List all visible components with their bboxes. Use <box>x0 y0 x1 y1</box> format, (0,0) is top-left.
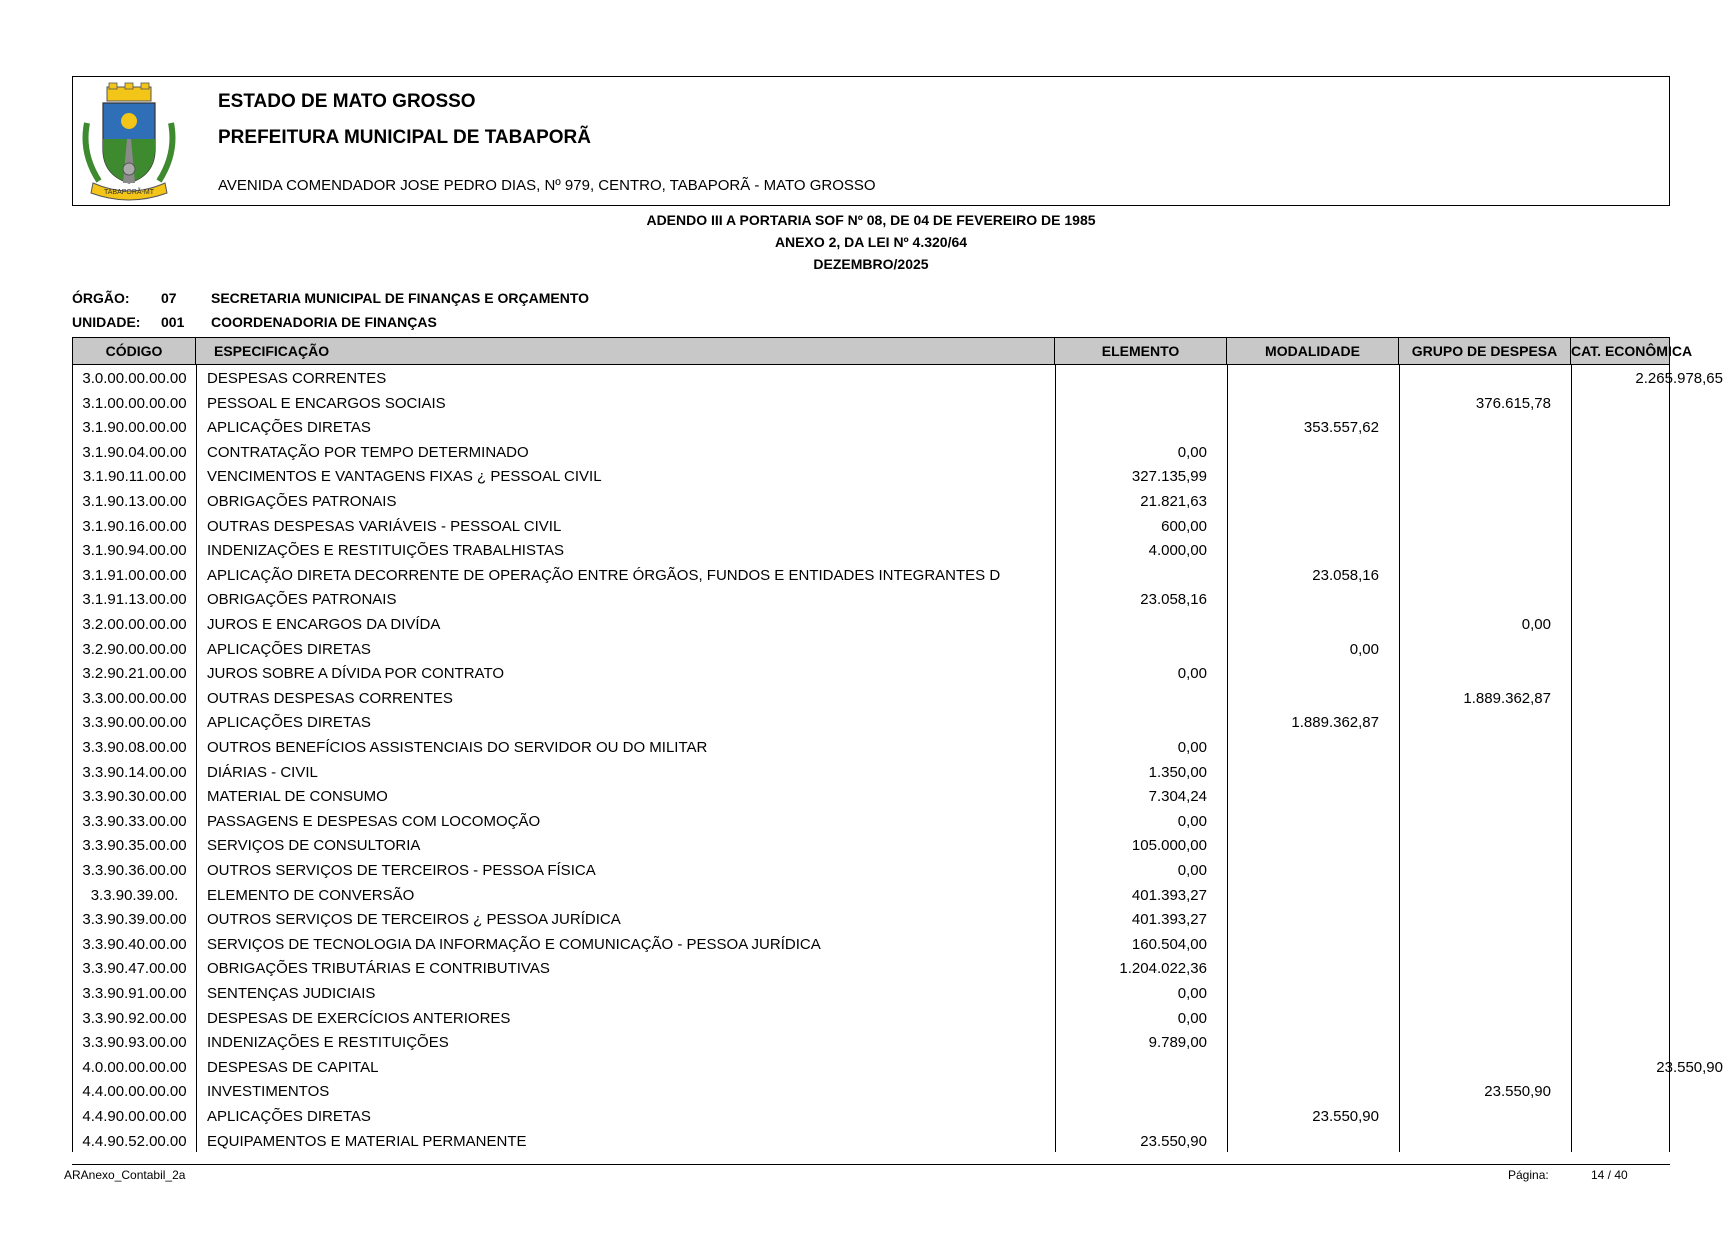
row-especificacao: JUROS SOBRE A DÍVIDA POR CONTRATO <box>207 665 505 683</box>
unidade-name: COORDENADORIA DE FINANÇAS <box>211 314 437 330</box>
row-grupo: 23.550,90 <box>1484 1083 1551 1101</box>
row-especificacao: VENCIMENTOS E VANTAGENS FIXAS ¿ PESSOAL CIVIL <box>207 468 602 486</box>
row-especificacao: APLICAÇÕES DIRETAS <box>207 419 371 437</box>
table-row <box>73 1031 1669 1056</box>
table-row <box>73 711 1669 736</box>
table-row <box>73 662 1669 687</box>
header-categoria: CAT. ECONÔMICA <box>1571 343 1693 359</box>
row-code: 3.1.91.13.00.00 <box>82 591 187 609</box>
table-row <box>73 367 1723 392</box>
row-elemento: 4.000,00 <box>1148 542 1207 560</box>
row-especificacao: OUTRAS DESPESAS VARIÁVEIS - PESSOAL CIVIL <box>207 517 562 535</box>
row-categoria <box>1499 1080 1723 1105</box>
row-categoria <box>1499 416 1723 441</box>
title-line-1: ADENDO III A PORTARIA SOF Nº 08, DE 04 DE FEVEREIRO DE 1985 <box>646 212 1096 228</box>
row-code: 3.3.90.33.00.00 <box>82 812 187 830</box>
row-especificacao: OUTROS SERVIÇOS DE TERCEIROS ¿ PESSOA JURÍDICA <box>207 911 621 929</box>
table-row <box>73 810 1669 835</box>
header-especificacao: ESPECIFICAÇÃO <box>196 338 1055 364</box>
row-code: 3.2.00.00.00.00 <box>82 616 187 633</box>
row-categoria <box>1499 441 1723 466</box>
table-row <box>73 933 1669 958</box>
row-categoria <box>1499 465 1723 490</box>
row-code: 3.3.90.93.00.00 <box>82 1034 187 1052</box>
row-categoria: 23.550,90 <box>1656 1058 1723 1076</box>
row-elemento: 0,00 <box>1177 1009 1207 1027</box>
unidade-label: UNIDADE: <box>72 314 141 330</box>
row-especificacao: OUTROS SERVIÇOS DE TERCEIROS - PESSOA FÍSICA <box>207 862 596 879</box>
row-code: 3.3.90.14.00.00 <box>82 763 187 781</box>
table-row <box>73 884 1669 909</box>
row-categoria <box>1499 736 1723 761</box>
row-elemento: 600,00 <box>1161 517 1207 535</box>
row-elemento: 0,00 <box>1177 665 1207 683</box>
row-elemento: 401.393,27 <box>1131 911 1207 929</box>
row-code: 3.3.90.40.00.00 <box>82 935 187 953</box>
header-address: AVENIDA COMENDADOR JOSE PEDRO DIAS, Nº 979, CENTRO, TABAPORÃ - MATO GROSSO <box>218 177 876 194</box>
table-row <box>73 908 1669 933</box>
row-code: 3.2.90.21.00.00 <box>82 665 187 683</box>
unidade-code: 001 <box>161 314 185 330</box>
header-codigo: CÓDIGO <box>73 338 196 364</box>
row-elemento: 23.550,90 <box>1140 1132 1207 1150</box>
row-especificacao: ELEMENTO DE CONVERSÃO <box>207 886 415 904</box>
table-row <box>73 539 1669 564</box>
table-row <box>73 982 1669 1007</box>
row-code: 4.4.90.52.00.00 <box>82 1132 187 1150</box>
row-code: 3.0.00.00.00.00 <box>82 370 187 387</box>
row-elemento: 0,00 <box>1177 862 1207 879</box>
row-categoria <box>1499 392 1723 417</box>
row-categoria <box>1499 982 1723 1007</box>
footer-page-label: Página: <box>1508 1168 1549 1182</box>
row-categoria <box>1499 785 1723 810</box>
row-code: 3.1.90.00.00.00 <box>82 419 187 437</box>
row-categoria <box>1499 933 1723 958</box>
row-categoria <box>1499 711 1723 736</box>
table-row <box>73 1105 1669 1130</box>
row-especificacao: APLICAÇÃO DIRETA DECORRENTE DE OPERAÇÃO ENTRE ÓRGÃOS, FUNDOS E ENTIDADES INTEGRANTES D <box>207 566 1001 584</box>
row-especificacao: INDENIZAÇÕES E RESTITUIÇÕES TRABALHISTAS <box>207 542 565 560</box>
row-elemento: 0,00 <box>1177 812 1207 830</box>
table-row <box>73 613 1669 638</box>
row-elemento: 0,00 <box>1177 443 1207 461</box>
row-code: 3.3.90.36.00.00 <box>82 862 187 879</box>
table-row <box>73 1130 1669 1155</box>
row-code: 3.2.90.00.00.00 <box>82 640 187 658</box>
row-especificacao: DESPESAS DE CAPITAL <box>207 1058 379 1076</box>
row-code: 3.3.90.39.00. <box>90 886 179 904</box>
row-especificacao: PESSOAL E ENCARGOS SOCIAIS <box>207 394 446 412</box>
row-elemento: 1.204.022,36 <box>1119 960 1207 978</box>
table-row <box>73 1056 1723 1081</box>
table-row <box>73 392 1669 417</box>
row-especificacao: EQUIPAMENTOS E MATERIAL PERMANENTE <box>207 1132 527 1150</box>
row-modalidade: 353.557,62 <box>1303 419 1379 437</box>
row-especificacao: APLICAÇÕES DIRETAS <box>207 640 371 658</box>
table-row <box>73 761 1669 786</box>
row-categoria <box>1499 638 1723 663</box>
header-grupo: GRUPO DE DESPESA <box>1399 338 1571 364</box>
row-especificacao: JUROS E ENCARGOS DA DIVÍDA <box>207 616 441 633</box>
orgao-name: SECRETARIA MUNICIPAL DE FINANÇAS E ORÇAMENTO <box>211 290 590 306</box>
row-code: 3.1.91.00.00.00 <box>82 566 187 584</box>
row-especificacao: OUTRAS DESPESAS CORRENTES <box>207 689 453 707</box>
footer-page-number: 14 / 40 <box>1591 1168 1628 1182</box>
row-code: 3.3.00.00.00.00 <box>82 689 187 707</box>
row-especificacao: OBRIGAÇÕES PATRONAIS <box>207 591 397 609</box>
row-code: 3.1.90.94.00.00 <box>82 542 187 560</box>
row-code: 3.3.90.00.00.00 <box>82 714 187 732</box>
row-modalidade: 23.550,90 <box>1312 1108 1379 1125</box>
table-header <box>72 337 1693 365</box>
row-especificacao: APLICAÇÕES DIRETAS <box>207 714 371 732</box>
row-categoria <box>1499 884 1723 909</box>
row-code: 3.3.90.35.00.00 <box>82 837 187 855</box>
row-categoria <box>1499 1105 1723 1130</box>
row-code: 3.3.90.47.00.00 <box>82 960 187 978</box>
row-elemento: 23.058,16 <box>1140 591 1207 609</box>
table-row <box>73 859 1669 884</box>
row-grupo: 1.889.362,87 <box>1463 689 1551 707</box>
table-row <box>73 515 1669 540</box>
row-especificacao: SERVIÇOS DE TECNOLOGIA DA INFORMAÇÃO E COMUNICAÇÃO - PESSOA JURÍDICA <box>207 935 821 953</box>
table-row <box>73 588 1669 613</box>
row-code: 4.0.00.00.00.00 <box>82 1058 187 1076</box>
table-row <box>73 785 1669 810</box>
row-code: 3.1.90.11.00.00 <box>82 468 187 486</box>
row-categoria <box>1499 1130 1723 1155</box>
header-prefeitura: PREFEITURA MUNICIPAL DE TABAPORÃ <box>218 127 591 148</box>
footer-divider <box>72 1164 1670 1165</box>
row-categoria <box>1499 588 1723 613</box>
row-categoria <box>1499 1031 1723 1056</box>
row-categoria <box>1499 515 1723 540</box>
row-categoria <box>1499 539 1723 564</box>
row-categoria <box>1499 490 1723 515</box>
header-elemento: ELEMENTO <box>1055 338 1227 364</box>
row-categoria <box>1499 613 1723 638</box>
row-grupo: 0,00 <box>1521 616 1551 633</box>
row-especificacao: DESPESAS DE EXERCÍCIOS ANTERIORES <box>207 1009 511 1027</box>
row-especificacao: PASSAGENS E DESPESAS COM LOCOMOÇÃO <box>207 812 541 830</box>
row-elemento: 9.789,00 <box>1148 1034 1207 1052</box>
expense-table <box>72 337 1723 1152</box>
row-code: 3.3.90.39.00.00 <box>82 911 187 929</box>
row-especificacao: APLICAÇÕES DIRETAS <box>207 1108 371 1125</box>
row-categoria <box>1499 859 1723 884</box>
row-code: 3.1.90.16.00.00 <box>82 517 187 535</box>
row-elemento: 401.393,27 <box>1131 886 1207 904</box>
table-row <box>73 1080 1669 1105</box>
row-especificacao: DIÁRIAS - CIVIL <box>207 763 318 781</box>
row-categoria <box>1499 957 1723 982</box>
row-categoria <box>1499 1007 1723 1032</box>
row-especificacao: OBRIGAÇÕES TRIBUTÁRIAS E CONTRIBUTIVAS <box>207 960 550 978</box>
row-modalidade: 0,00 <box>1349 640 1379 658</box>
row-especificacao: OBRIGAÇÕES PATRONAIS <box>207 493 397 510</box>
table-row <box>73 416 1669 441</box>
row-categoria <box>1499 662 1723 687</box>
table-row <box>73 687 1669 712</box>
title-line-2: ANEXO 2, DA LEI Nº 4.320/64 <box>774 234 968 250</box>
row-elemento: 327.135,99 <box>1131 468 1207 486</box>
row-code: 3.1.90.13.00.00 <box>82 493 187 510</box>
row-especificacao: MATERIAL DE CONSUMO <box>207 788 388 806</box>
header-box <box>72 76 1670 206</box>
row-categoria <box>1499 908 1723 933</box>
row-categoria <box>1499 761 1723 786</box>
row-especificacao: OUTROS BENEFÍCIOS ASSISTENCIAIS DO SERVIDOR OU DO MILITAR <box>207 739 708 756</box>
row-especificacao: INDENIZAÇÕES E RESTITUIÇÕES <box>207 1034 449 1052</box>
row-especificacao: SERVIÇOS DE CONSULTORIA <box>207 837 421 855</box>
row-code: 3.1.00.00.00.00 <box>82 394 187 412</box>
table-row <box>73 638 1669 663</box>
row-elemento: 105.000,00 <box>1131 837 1207 855</box>
table-row <box>73 834 1669 859</box>
row-code: 4.4.90.00.00.00 <box>82 1108 187 1125</box>
table-row <box>73 1007 1669 1032</box>
row-code: 3.1.90.04.00.00 <box>82 443 187 461</box>
row-code: 3.3.90.92.00.00 <box>82 1009 187 1027</box>
title-line-3: DEZEMBRO/2025 <box>813 256 929 272</box>
table-body <box>72 365 1723 1152</box>
table-row <box>73 490 1669 515</box>
row-categoria <box>1499 834 1723 859</box>
header-modalidade: MODALIDADE <box>1227 338 1399 364</box>
row-categoria <box>1499 810 1723 835</box>
row-code: 3.3.90.08.00.00 <box>82 739 187 756</box>
row-code: 3.3.90.91.00.00 <box>82 985 187 1002</box>
table-row <box>73 957 1669 982</box>
crest-ribbon-label: TABAPORÃ-MT <box>103 189 155 196</box>
row-elemento: 1.350,00 <box>1148 763 1207 781</box>
row-elemento: 21.821,63 <box>1140 493 1207 510</box>
header-state: ESTADO DE MATO GROSSO <box>218 91 476 112</box>
table-row <box>73 465 1669 490</box>
row-modalidade: 23.058,16 <box>1312 566 1379 584</box>
row-elemento: 0,00 <box>1177 985 1207 1002</box>
footer-report-name: ARAnexo_Contabil_2a <box>64 1168 186 1182</box>
row-categoria: 2.265.978,65 <box>1635 370 1723 387</box>
row-elemento: 0,00 <box>1177 739 1207 756</box>
row-especificacao: SENTENÇAS JUDICIAIS <box>207 985 376 1002</box>
row-modalidade: 1.889.362,87 <box>1291 714 1379 732</box>
row-categoria <box>1499 564 1723 589</box>
table-row <box>73 441 1669 466</box>
row-especificacao: DESPESAS CORRENTES <box>207 370 387 387</box>
table-row <box>73 564 1669 589</box>
orgao-code: 07 <box>161 290 177 306</box>
row-elemento: 7.304,24 <box>1148 788 1207 806</box>
row-categoria <box>1499 687 1723 712</box>
row-especificacao: CONTRATAÇÃO POR TEMPO DETERMINADO <box>207 443 529 461</box>
table-row <box>73 736 1669 761</box>
row-code: 4.4.00.00.00.00 <box>82 1083 187 1101</box>
orgao-label: ÓRGÃO: <box>72 290 130 306</box>
row-especificacao: INVESTIMENTOS <box>207 1083 330 1101</box>
municipal-crest-icon <box>79 83 179 201</box>
row-code: 3.3.90.30.00.00 <box>82 788 187 806</box>
row-elemento: 160.504,00 <box>1131 935 1207 953</box>
row-grupo: 376.615,78 <box>1475 394 1551 412</box>
